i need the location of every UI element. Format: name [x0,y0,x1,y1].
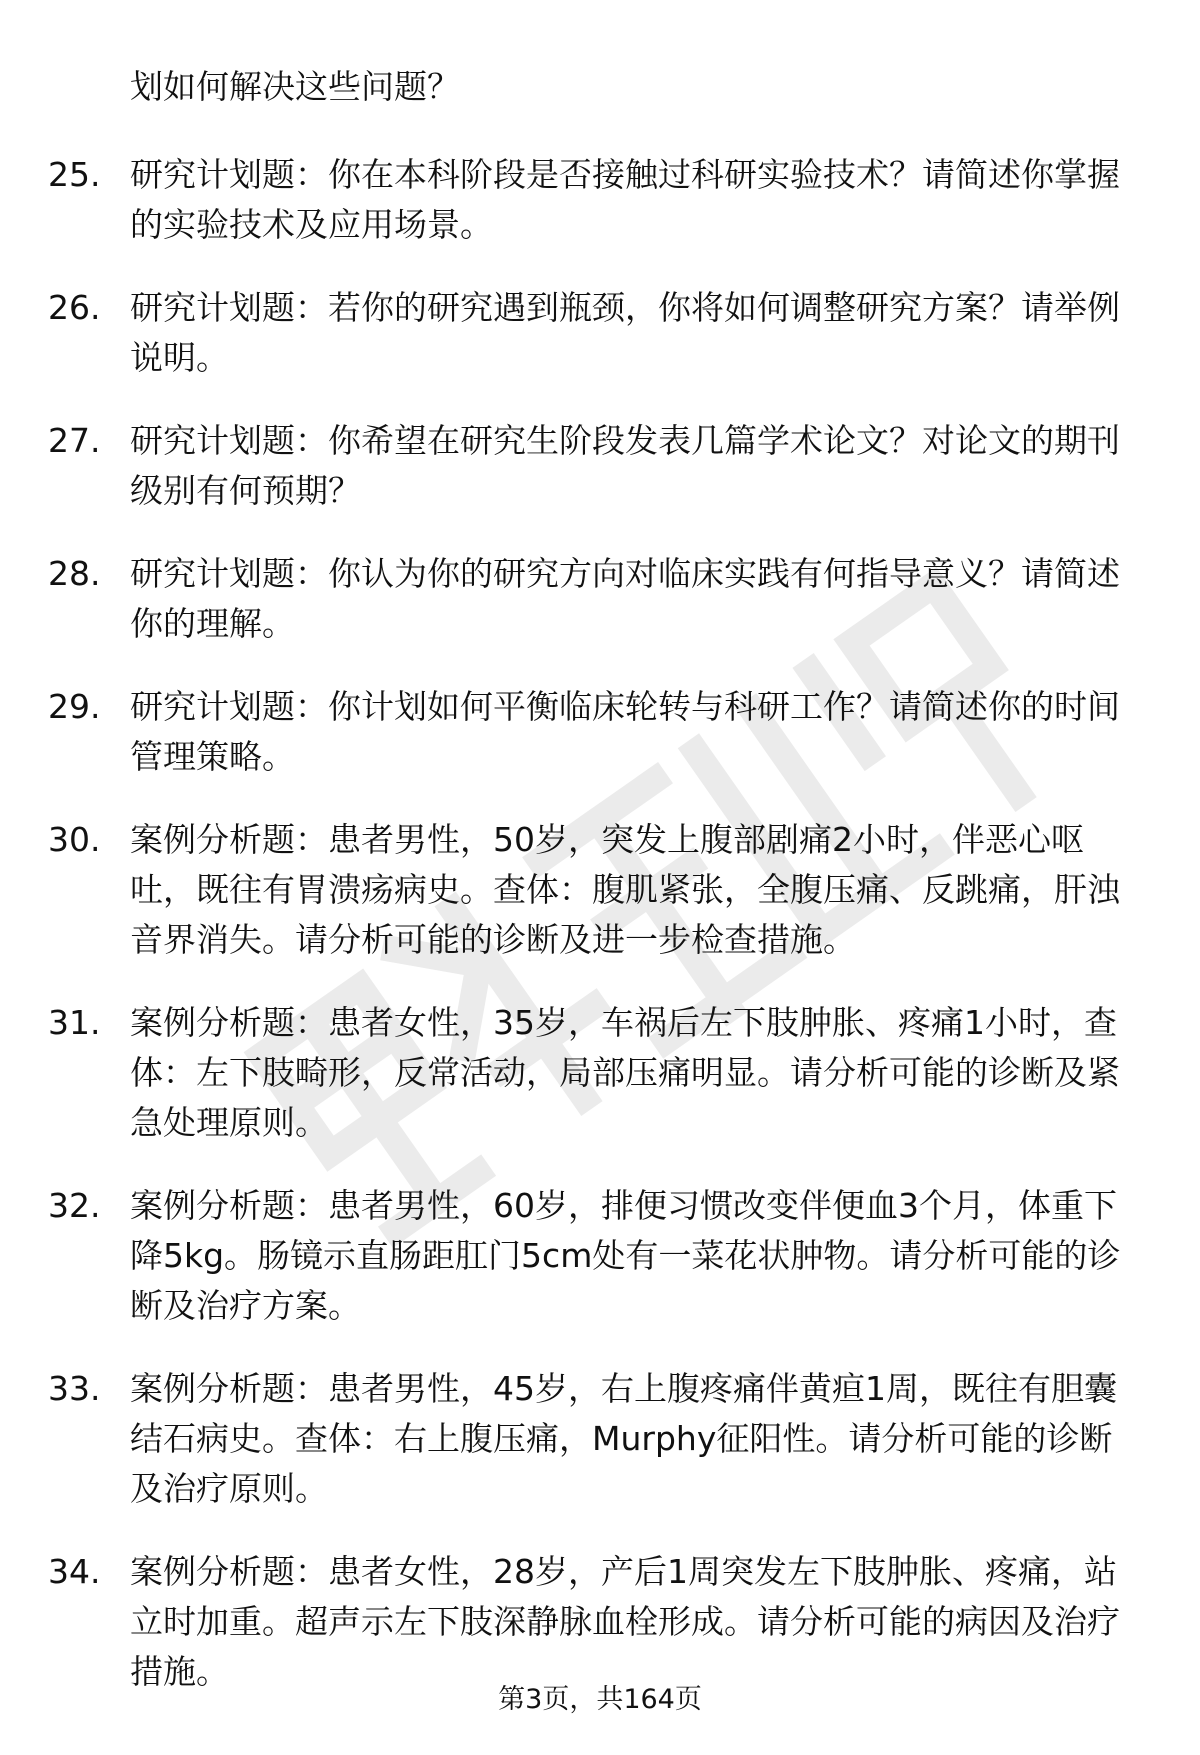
question-number: 30. [48,820,101,859]
question-item [48,998,1140,1148]
question-text: 案例分析题：患者男性，50岁，突发上腹部剧痛2小时，伴恶心呕吐，既往有胃溃疡病史。查体：腹肌紧张，全腹压痛、反跳痛，肝浊音界消失。请分析可能的诊断及进一步检查措施。 [130,820,1120,959]
question-text: 研究计划题：你在本科阶段是否接触过科研实验技术？请简述你掌握的实验技术及应用场景。 [130,155,1120,244]
question-number: 25. [48,155,101,194]
question-text: 案例分析题：患者男性，45岁，右上腹疼痛伴黄疸1周，既往有胆囊结石病史。查体：右上腹压痛，Murphy征阳性。请分析可能的诊断及治疗原则。 [130,1369,1117,1508]
question-text: 案例分析题：患者女性，35岁，车祸后左下肢肿胀、疼痛1小时，查体：左下肢畸形，反常活动，局部压痛明显。请分析可能的诊断及紧急处理原则。 [130,1003,1120,1142]
question-item [48,283,1140,383]
question-number: 29. [48,687,101,726]
question-number: 26. [48,288,101,327]
question-item [48,1547,1140,1697]
question-number: 32. [48,1186,101,1225]
question-number: 28. [48,554,101,593]
question-text: 研究计划题：你认为你的研究方向对临床实践有何指导意义？请简述你的理解。 [130,554,1120,643]
page-footer: 第3页，共164页 [498,1684,702,1715]
question-text: 研究计划题：你希望在研究生阶段发表几篇学术论文？对论文的期刊级别有何预期？ [130,421,1120,510]
question-item [48,549,1140,649]
question-item [48,150,1140,250]
question-list [48,150,1140,1730]
question-text: 案例分析题：患者男性，60岁，排便习惯改变伴便血3个月，体重下降5kg。肠镜示直肠距肛门5cm处有一菜花状肿物。请分析可能的诊断及治疗方案。 [130,1186,1121,1325]
question-item [48,815,1140,965]
question-number: 31. [48,1003,101,1042]
question-number: 34. [48,1552,101,1591]
question-item [48,416,1140,516]
question-text: 研究计划题：你计划如何平衡临床轮转与科研工作？请简述你的时间管理策略。 [130,687,1120,776]
question-item [48,1181,1140,1331]
question-text: 案例分析题：患者女性，28岁，产后1周突发左下肢肿胀、疼痛，站立时加重。超声示左下肢深静脉血栓形成。请分析可能的病因及治疗措施。 [130,1552,1120,1691]
continued-question-text: 划如何解决这些问题？ [130,67,460,106]
question-item [48,682,1140,782]
question-text: 研究计划题：若你的研究遇到瓶颈，你将如何调整研究方案？请举例说明。 [130,288,1120,377]
question-number: 27. [48,421,101,460]
question-number: 33. [48,1369,101,1408]
question-item [48,1364,1140,1514]
